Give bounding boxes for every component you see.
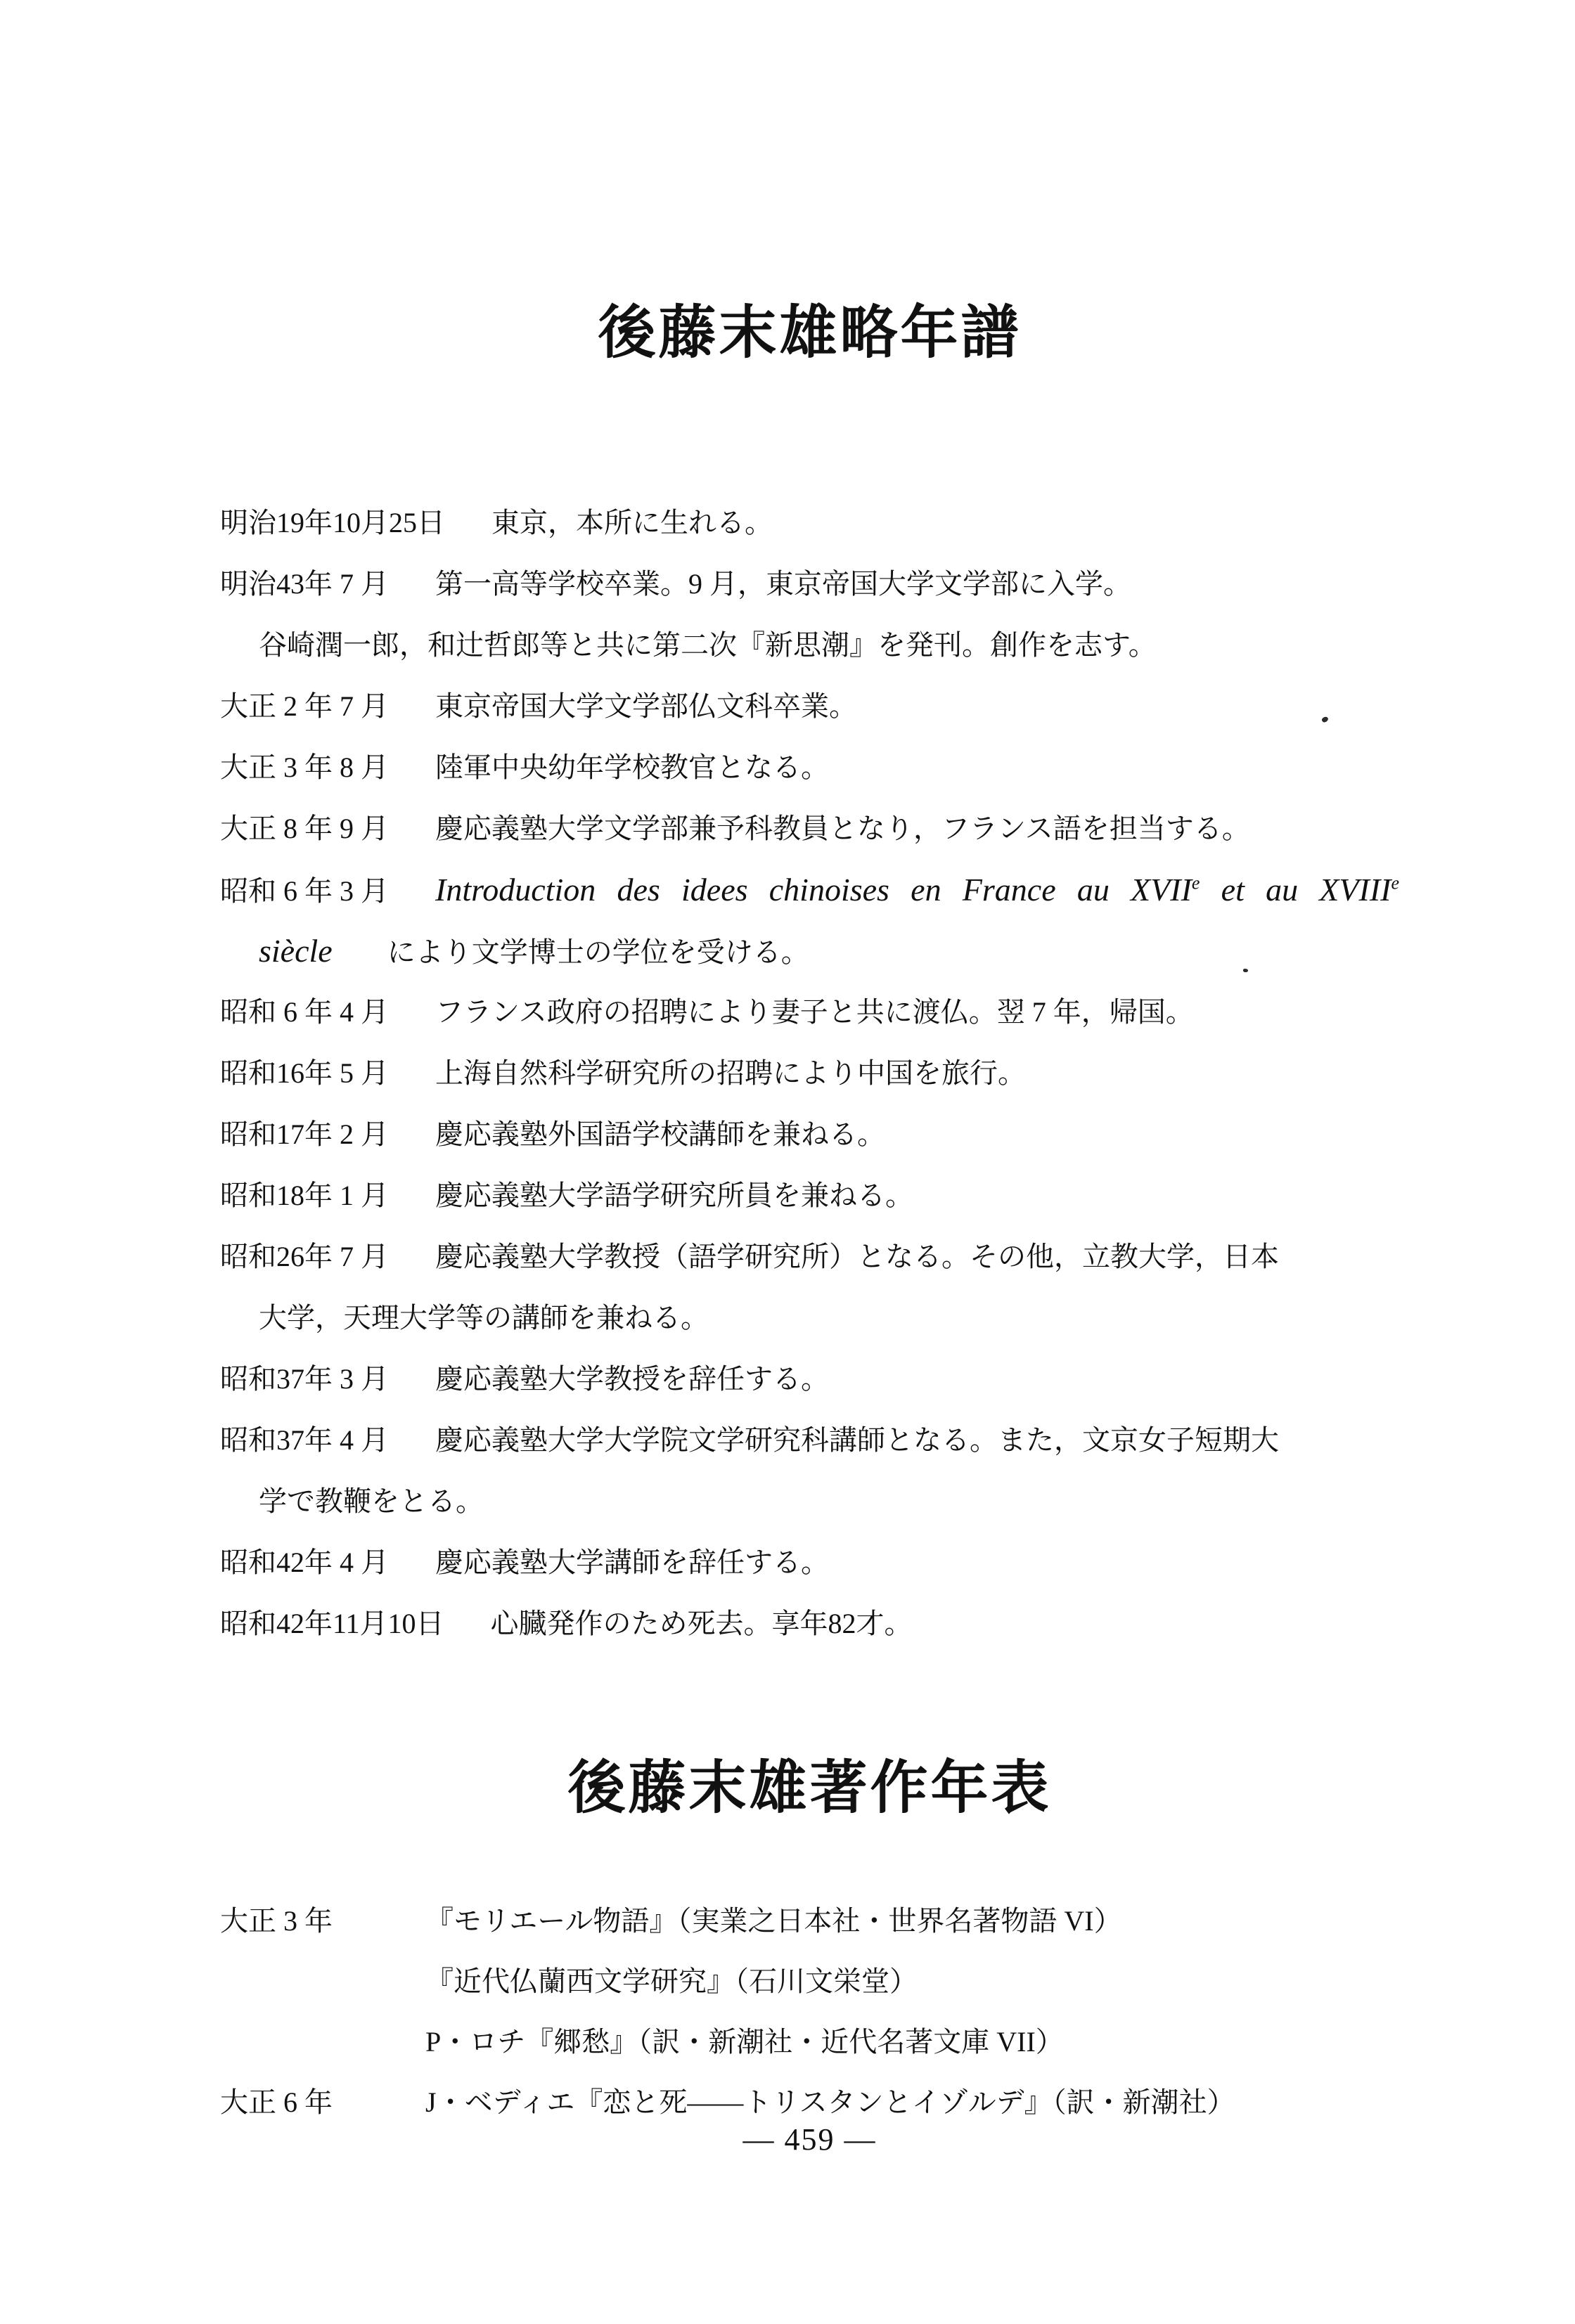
scan-speck <box>1243 969 1248 972</box>
chronology-entry <box>220 798 1399 859</box>
works-entry <box>220 1951 1399 2012</box>
entry-date: 昭和 6 年 4 月 <box>220 996 389 1028</box>
chronology-entry <box>220 1593 1399 1654</box>
chronology-entry-continuation <box>220 1287 1399 1348</box>
entry-text: 慶応義塾大学教授（語学研究所）となる。その他，立教大学，日本 <box>435 1241 1279 1272</box>
entry-date: 昭和26年 7 月 <box>220 1241 389 1272</box>
works-list <box>220 1891 1399 2133</box>
works-year: 大正 3 年 <box>220 1905 333 1937</box>
entry-text: 慶応義塾大学大学院文学研究科講師となる。また，文京女子短期大 <box>435 1424 1279 1456</box>
entry-text: 第一高等学校卒業。9 月，東京帝国大学文学部に入学。 <box>435 568 1131 600</box>
works-title: 『近代仏蘭西文学研究』（石川文栄堂） <box>425 1965 918 1997</box>
chronology-entry-continuation <box>220 614 1399 676</box>
entry-text: 慶応義塾大学講師を辞任する。 <box>435 1547 829 1578</box>
chronology-list <box>220 492 1399 1654</box>
entry-text: 東京帝国大学文学部仏文科卒業。 <box>435 690 857 722</box>
entry-date: 昭和17年 2 月 <box>220 1118 389 1150</box>
entry-date: 昭和42年 4 月 <box>220 1547 389 1578</box>
entry-continuation-text: 大学，天理大学等の講師を兼ねる。 <box>259 1302 709 1334</box>
entry-continuation-text: により文学博士の学位を受ける。 <box>387 936 809 968</box>
entry-continuation-text: 学で教鞭をとる。 <box>259 1485 484 1517</box>
entry-date: 昭和37年 4 月 <box>220 1424 389 1456</box>
works-entry <box>220 2012 1399 2072</box>
entry-text: 慶応義塾大学文学部兼予科教員となり，フランス語を担当する。 <box>435 813 1250 844</box>
entry-date: 昭和37年 3 月 <box>220 1363 389 1395</box>
chronology-entry <box>220 1042 1399 1104</box>
chronology-entry <box>220 1348 1399 1409</box>
entry-text: 陸軍中央幼年学校教官となる。 <box>435 751 829 783</box>
chronology-entry <box>220 1226 1399 1287</box>
works-section-title: 後藤末雄著作年表 <box>567 1756 1052 1820</box>
entry-continuation-text: 谷崎潤一郎，和辻哲郎等と共に第二次『新思潮』を発刊。創作を志す。 <box>259 629 1157 661</box>
chronology-entry <box>220 737 1399 798</box>
chronology-section-title: 後藤末雄略年譜 <box>598 301 1022 365</box>
chronology-entry <box>220 1409 1399 1471</box>
entry-date: 昭和 6 年 3 月 <box>220 875 389 907</box>
page-number: — 459 — <box>742 2122 877 2157</box>
chronology-entry <box>220 492 1399 553</box>
chronology-entry <box>220 676 1399 737</box>
ordinal-superscript: e <box>1191 872 1200 893</box>
french-title-part: Introduction des idees chinoises en France au XVII <box>435 872 1192 908</box>
entry-date: 昭和16年 5 月 <box>220 1057 389 1089</box>
entry-text: フランス政府の招聘により妻子と共に渡仏。翌 7 年，帰国。 <box>435 996 1194 1028</box>
french-title-part: et au XVIII <box>1200 872 1391 908</box>
entry-date: 明治43年 7 月 <box>220 568 389 600</box>
works-title: 『モリエール物語』（実業之日本社・世界名著物語 VI） <box>425 1905 1122 1937</box>
chronology-entry <box>220 1532 1399 1593</box>
ordinal-superscript: e <box>1391 872 1399 893</box>
entry-continuation <box>220 920 809 983</box>
chronology-entry <box>220 1104 1399 1165</box>
entry-text: 慶応義塾大学教授を辞任する。 <box>435 1363 829 1395</box>
entry-text: 東京，本所に生れる。 <box>491 507 773 538</box>
entry-text: 慶応義塾外国語学校講師を兼ねる。 <box>435 1118 885 1150</box>
french-title-part: siècle <box>259 933 333 969</box>
entry-text: 心臓発作のため死去。享年82才。 <box>490 1608 913 1639</box>
entry-text: 慶応義塾大学語学研究所員を兼ねる。 <box>435 1180 913 1211</box>
chronology-entry-french-title <box>220 859 1399 920</box>
chronology-entry-continuation <box>220 920 1399 981</box>
entry-date: 明治19年10月25日 <box>220 507 445 538</box>
entry-date: 大正 2 年 7 月 <box>220 690 389 722</box>
works-year: 大正 6 年 <box>220 2086 333 2118</box>
french-book-title <box>435 859 1399 920</box>
works-entry <box>220 1891 1399 1951</box>
works-title: J・ベディエ『恋と死——トリスタンとイゾルデ』（訳・新潮社） <box>425 2086 1235 2118</box>
chronology-entry <box>220 553 1399 614</box>
chronology-entry <box>220 1165 1399 1226</box>
chronology-entry <box>220 981 1399 1042</box>
entry-text: 上海自然科学研究所の招聘により中国を旅行。 <box>435 1057 1026 1089</box>
chronology-entry-continuation <box>220 1471 1399 1532</box>
entry-date: 昭和42年11月10日 <box>220 1608 444 1639</box>
works-title: P・ロチ『郷愁』（訳・新潮社・近代名著文庫 VII） <box>425 2026 1064 2058</box>
entry-date: 大正 8 年 9 月 <box>220 813 389 844</box>
entry-date: 昭和18年 1 月 <box>220 1180 389 1211</box>
entry-date: 大正 3 年 8 月 <box>220 751 389 783</box>
